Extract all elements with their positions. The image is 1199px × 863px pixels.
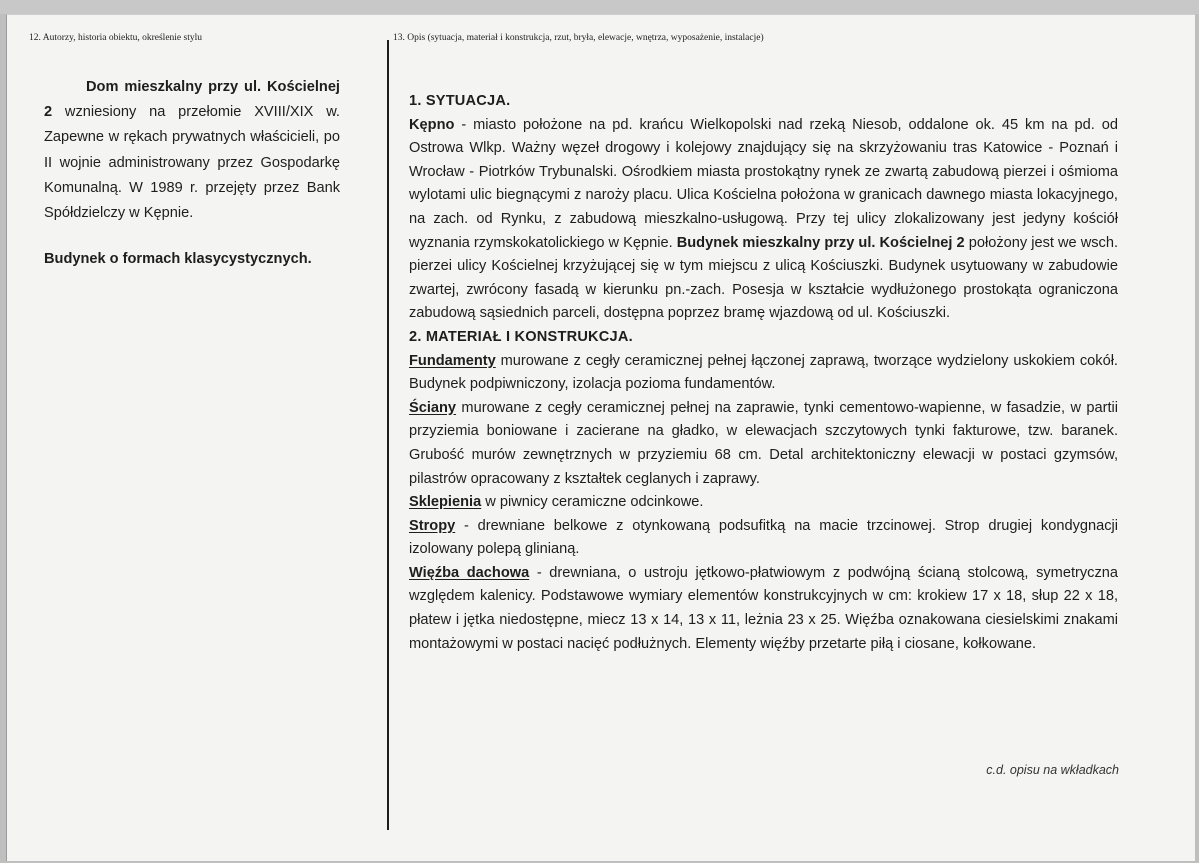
walls-paragraph: [409, 397, 1118, 491]
situation-text-b: położony jest we wsch. pierzei ulicy Kościelnej krzyżującej się w tym miejscu z ulicą Kościuszki. Budynek usytuowany w zabudowie zwartej, zwrócony fasadą w kierunku pn.-zach. Posesja w kształcie wydłużonego prostokąta ograniczona zabudową sąsiednich parceli, dostępna poprzez bramę wjazdową od ul. Kościuszki.: [409, 234, 1119, 322]
continuation-note: c.d. opisu na wkładkach: [986, 763, 1119, 777]
section-2-heading: 2. MATERIAŁ I KONSTRUKCJA.: [409, 328, 633, 345]
foundations-text: murowane z cegły ceramicznej pełnej łączonej zaprawą, tworzące wydzielony uskokiem cokół. Budynek podpiwniczony, izolacja pozioma fundamentów.: [409, 352, 1118, 393]
history-text: wzniesiony na przełomie XVIII/XIX w. Zapewne w rękach prywatnych właścicieli, po II wojnie administrowany przez Gospodarkę Komunalną. W 1989 r. przejęty przez Bank Spółdzielczy w Kępnie.: [44, 104, 340, 222]
scan-top-edge: [0, 0, 1199, 14]
vaults-term: Sklepienia: [409, 494, 482, 511]
walls-text: murowane z cegły ceramicznej pełnej na zaprawie, tynki cementowo-wapienne, w fasadzie, w partii przyziemia boniowane i zacierane na gładko, w elewacjach szczytowych tynki fakturowe, tzw. baranek. Grubość murów zewnętrznych w przyziemiu 68 cm. Detal architektoniczny elewacji w postaci gzymsów, pilastrów opracowany z kształtek ceglanych i zaprawy.: [409, 399, 1118, 487]
foundations-term: Fundamenty: [409, 352, 496, 369]
description-column: [409, 90, 1118, 656]
vaults-text: w piwnicy ceramiczne odcinkowe.: [481, 494, 704, 511]
ceilings-text: - drewniane belkowe z otynkowaną podsufitką na macie trzcinowej. Strop drugiej kondygnacji izolowany polepą glinianą.: [409, 517, 1118, 558]
history-column: [44, 75, 340, 272]
history-building-name: Dom mieszkalny przy ul. Kościelnej 2: [44, 79, 340, 121]
field-12-label: 12. Autorzy, historia obiektu, określenie stylu: [29, 33, 202, 43]
style-note: Budynek o formach klasycystycznych.: [44, 251, 312, 268]
situation-paragraph: [409, 114, 1118, 326]
roof-truss-text: - drewniana, o ustroju jętkowo-płatwiowym z podwójną ścianą stolcową, symetryczna względem kalenicy. Podstawowe wymiary elementów konstrukcyjnych w cm: krokiew 17 x 18, słup 22 x 18, płatew i jętka niedostępne, miecz 13 x 14, 13 x 11, leżnia 23 x 25. Więźba oznakowana ciesielskimi znakami montażowymi w postaci nacięć podłużnych. Elementy więźby przetarte piłą i ciosane, kołkowane.: [409, 564, 1118, 652]
vaults-paragraph: [409, 491, 1118, 515]
situation-text-a: - miasto położone na pd. krańcu Wielkopolski nad rzeką Niesob, oddalone ok. 45 km na pd. od Ostrowa Wlkp. Ważny węzeł drogowy i kolejowy znajdujący się na skrzyżowaniu tras Katowice - Poznań i Wrocław - Piotrków Trybunalski. Ośrodkiem miasta prostokątny rynek ze zwartą zabudową pierzei i ośmioma wylotami ulic biegnącymi z naroży placu. Ulica Kościelna położona w granicach dawnego miasta lokacyjnego, na zach. od Rynku, z zabudową mieszkalno-usługową. Przy tej ulicy zlokalizowany jest jedyny kościół wyznania rzymskokatolickiego w Kępnie.: [409, 116, 1118, 251]
history-paragraph: [44, 75, 340, 226]
roof-truss-paragraph: [409, 562, 1118, 656]
section-1-heading: 1. SYTUACJA.: [409, 93, 511, 109]
building-name: Budynek mieszkalny przy ul. Kościelnej 2: [676, 234, 965, 251]
walls-term: Ściany: [409, 399, 457, 416]
ceilings-paragraph: [409, 515, 1118, 562]
field-13-label: 13. Opis (sytuacja, materiał i konstrukcja, rzut, bryła, elewacje, wnętrza, wyposażenie, instalacje): [393, 33, 764, 43]
town-name: Kępno: [409, 116, 455, 133]
roof-truss-term: Więźba dachowa: [409, 564, 530, 581]
foundations-paragraph: [409, 350, 1118, 397]
column-divider: [387, 40, 389, 830]
ceilings-term: Stropy: [409, 517, 456, 534]
